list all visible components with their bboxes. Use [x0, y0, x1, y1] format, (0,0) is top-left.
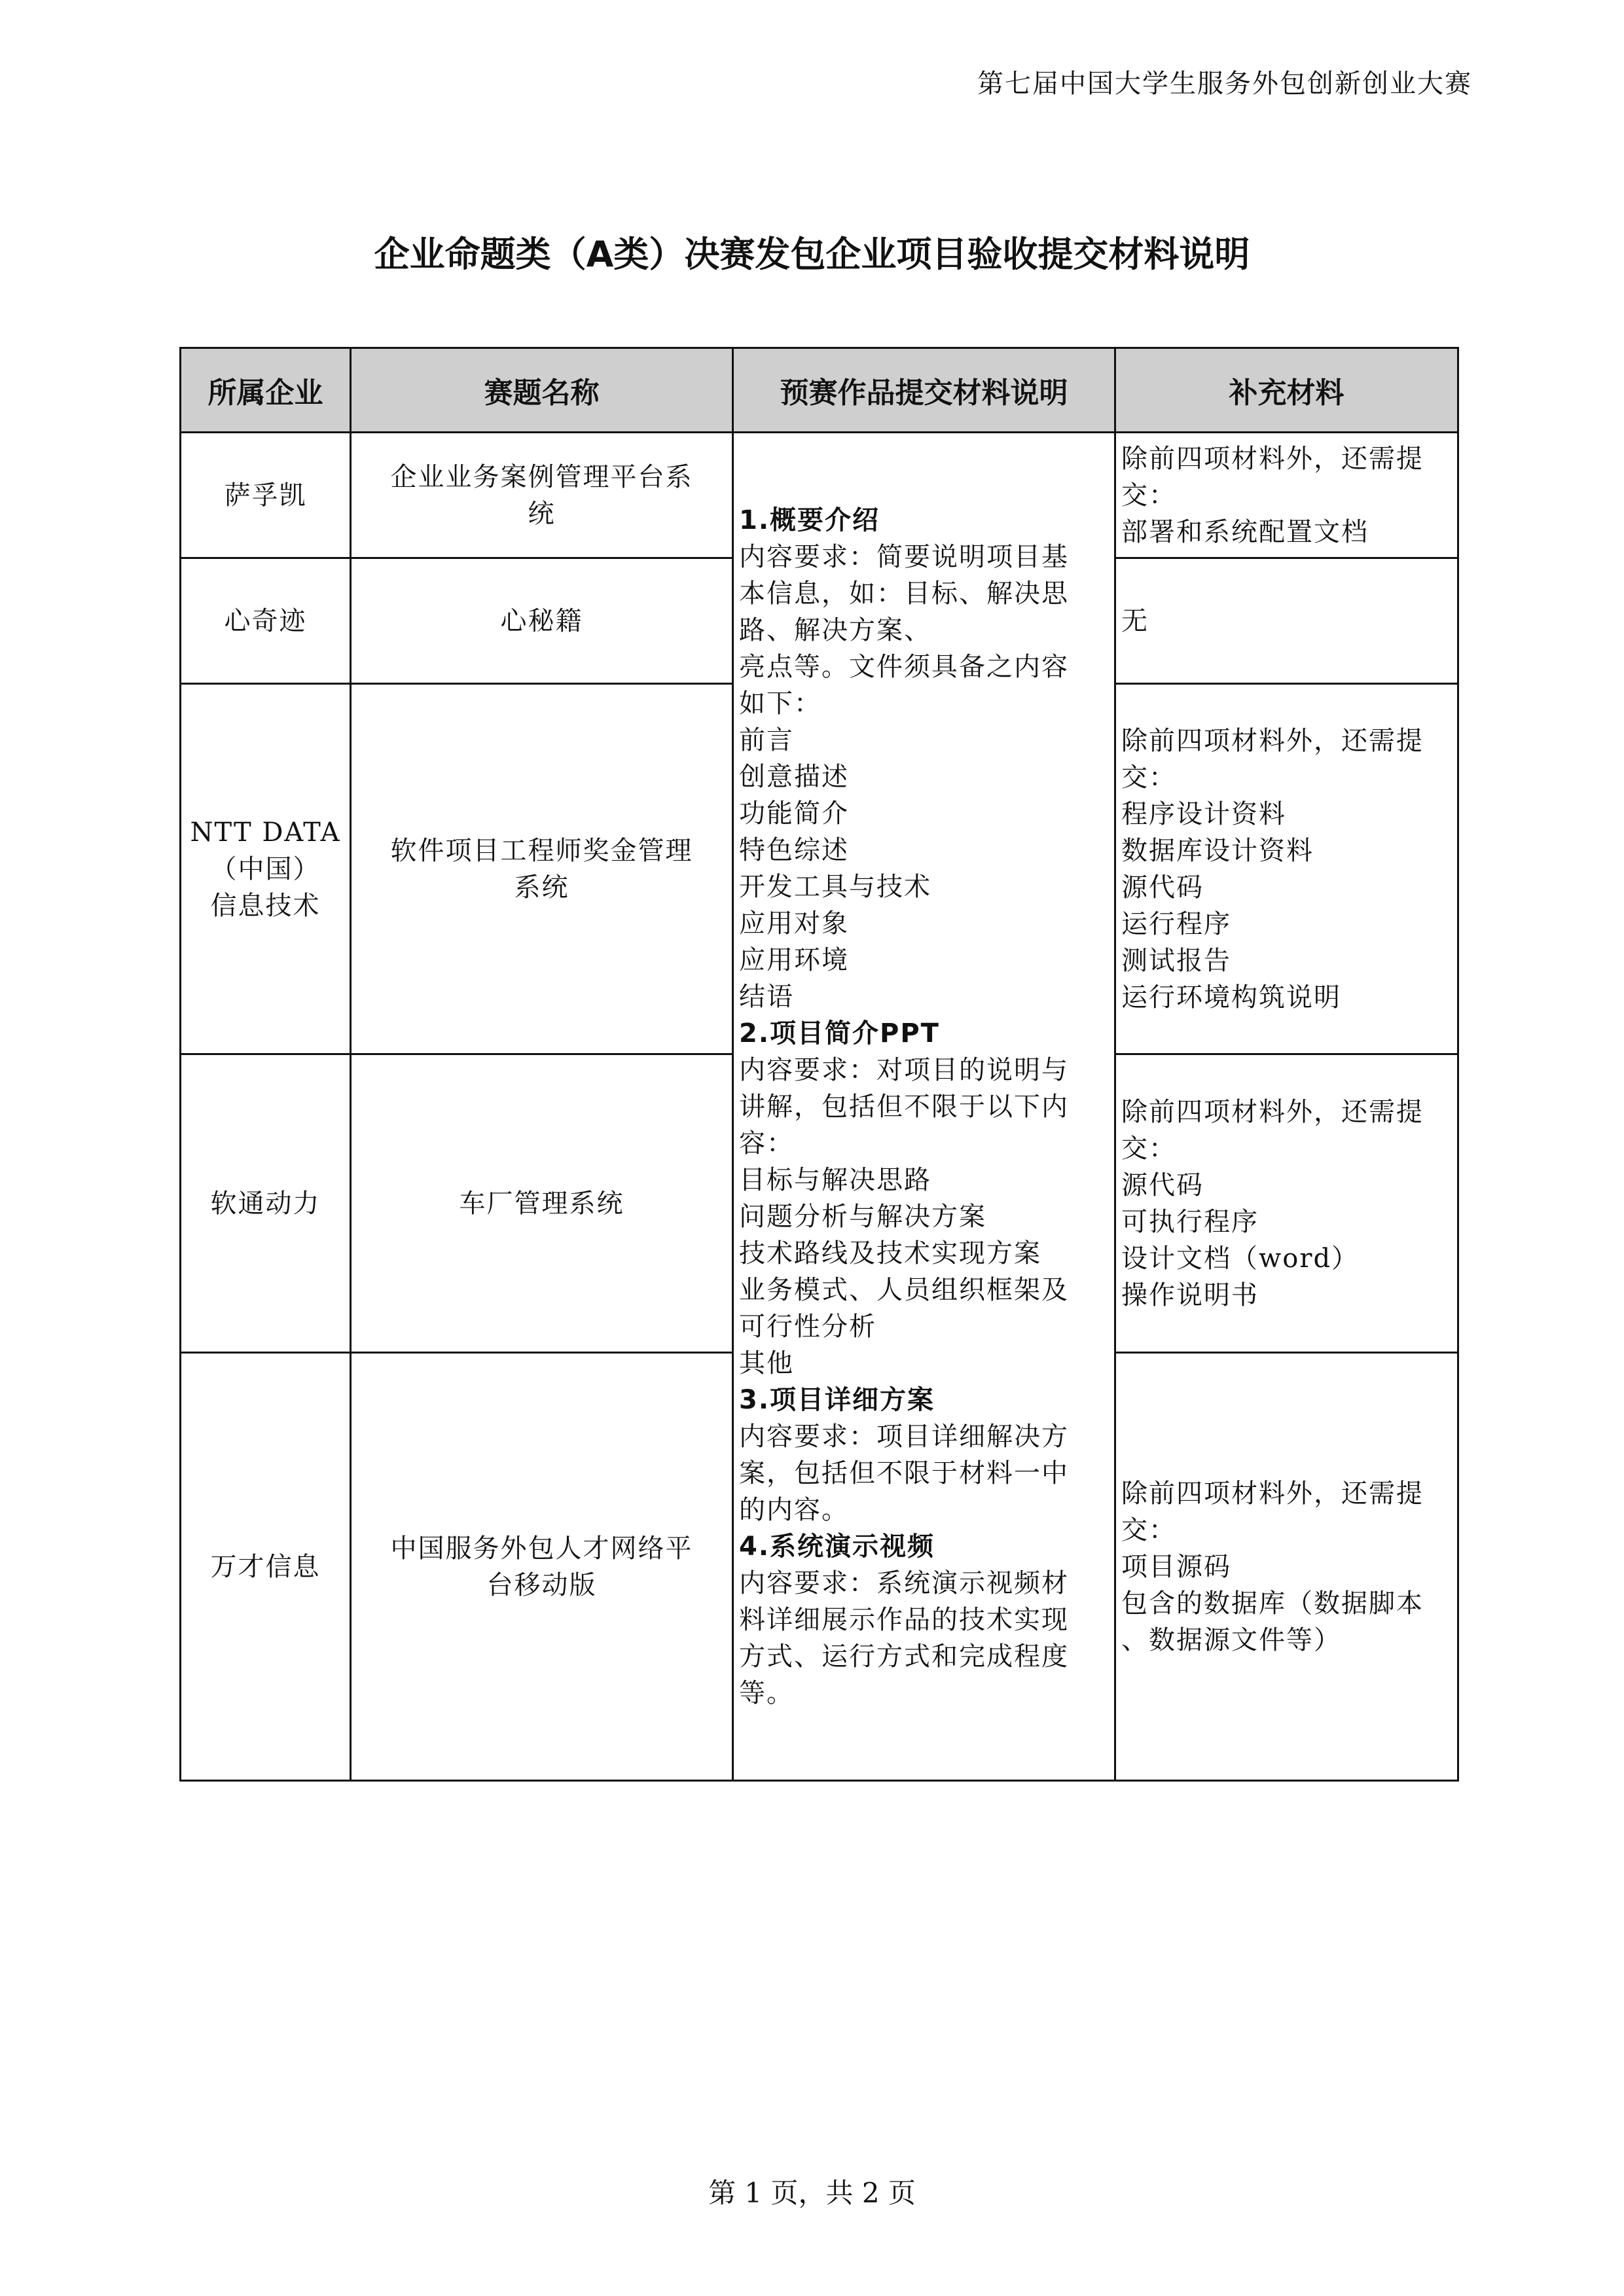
document-title: 企业命题类（A类）决赛发包企业项目验收提交材料说明: [374, 234, 1250, 275]
description-cell: [733, 433, 1115, 1781]
supplement-line: 交：: [1121, 762, 1176, 793]
section-title: 4.系统演示视频: [739, 1531, 935, 1562]
supplement-cell: [1115, 433, 1458, 558]
topic-line: 车厂管理系统: [459, 1188, 624, 1219]
topic-line: 台移动版: [486, 1570, 597, 1600]
supplement-line: 数据库设计资料: [1121, 835, 1314, 866]
description-line: 料详细展示作品的技术实现: [739, 1604, 1069, 1635]
supplement-line: 除前四项材料外，还需提: [1121, 725, 1424, 756]
supplement-line: 运行程序: [1121, 908, 1231, 939]
supplement-cell: [1115, 1353, 1458, 1781]
supplement-line: 除前四项材料外，还需提: [1121, 443, 1424, 474]
description-line: 如下：: [739, 688, 821, 719]
supplement-line: 源代码: [1121, 872, 1204, 903]
description-line: 应用环境: [739, 944, 849, 975]
topic-cell: [351, 433, 733, 558]
description-line: 问题分析与解决方案: [739, 1201, 986, 1232]
topic-line: 软件项目工程师奖金管理: [390, 835, 693, 866]
company-line: 万才信息: [210, 1551, 321, 1582]
description-line: 目标与解决思路: [739, 1164, 931, 1195]
header-description: 预赛作品提交材料说明: [733, 348, 1115, 433]
supplement-cell: [1115, 558, 1458, 684]
supplement-line: 交：: [1121, 1515, 1176, 1545]
topic-cell: [351, 558, 733, 684]
description-line: 路、解决方案、: [739, 615, 931, 645]
topic-cell: [351, 1054, 733, 1353]
description-line: 讲解，包括但不限于以下内: [739, 1091, 1069, 1122]
supplement-line: 、数据源文件等）: [1121, 1624, 1341, 1655]
company-line: NTT DATA: [190, 817, 341, 848]
supplement-line: 包含的数据库（数据脚本: [1121, 1588, 1424, 1619]
header-supplement: 补充材料: [1115, 348, 1458, 433]
company-cell: [181, 1054, 351, 1353]
description-line: 特色综述: [739, 834, 849, 865]
topic-line: 中国服务外包人才网络平: [390, 1533, 693, 1564]
topic-cell: [351, 1353, 733, 1781]
competition-header: 第七届中国大学生服务外包创新创业大赛: [977, 69, 1472, 99]
company-line: 心奇迹: [224, 605, 307, 636]
company-cell: [181, 1353, 351, 1781]
section-title: 3.项目详细方案: [739, 1384, 935, 1415]
description-line: 方式、运行方式和完成程度: [739, 1641, 1069, 1672]
company-line: 软通动力: [210, 1188, 321, 1219]
description-line: 的内容。: [739, 1494, 849, 1525]
table-header-row: [181, 348, 1458, 433]
supplement-cell: [1115, 684, 1458, 1054]
supplement-line: 运行环境构筑说明: [1121, 982, 1341, 1013]
topic-cell: [351, 684, 733, 1054]
company-line: 萨孚凯: [224, 480, 307, 511]
description-line: 应用对象: [739, 908, 849, 939]
supplement-line: 可执行程序: [1121, 1206, 1259, 1237]
description-line: 内容要求：系统演示视频材: [739, 1568, 1069, 1598]
description-line: 内容要求：对项目的说明与: [739, 1054, 1069, 1085]
description-line: 创意描述: [739, 761, 849, 792]
company-cell: [181, 684, 351, 1054]
company-cell: [181, 433, 351, 558]
header-topic: 赛题名称: [351, 348, 733, 433]
supplement-line: 无: [1121, 605, 1149, 636]
topic-line: 心秘籍: [500, 605, 583, 636]
description-line: 业务模式、人员组织框架及: [739, 1274, 1069, 1305]
description-line: 亮点等。文件须具备之内容: [739, 651, 1069, 682]
company-line: （中国）: [210, 853, 321, 884]
description-line: 前言: [739, 725, 794, 755]
supplement-line: 设计文档（word）: [1121, 1243, 1360, 1274]
description-line: 技术路线及技术实现方案: [739, 1238, 1041, 1268]
company-line: 信息技术: [210, 890, 321, 921]
topic-line: 系统: [514, 872, 569, 903]
topic-line: 企业业务案例管理平台系: [390, 461, 693, 492]
supplement-line: 除前四项材料外，还需提: [1121, 1096, 1424, 1127]
supplement-line: 除前四项材料外，还需提: [1121, 1478, 1424, 1509]
materials-table: [179, 347, 1459, 1782]
supplement-line: 交：: [1121, 480, 1176, 511]
supplement-line: 部署和系统配置文档: [1121, 516, 1369, 547]
header-company: 所属企业: [181, 348, 351, 433]
supplement-cell: [1115, 1054, 1458, 1353]
description-line: 案，包括但不限于材料一中: [739, 1458, 1069, 1488]
description-line: 其他: [739, 1348, 794, 1378]
description-line: 内容要求：项目详细解决方: [739, 1421, 1069, 1452]
description-line: 等。: [739, 1677, 794, 1708]
description-line: 本信息，如：目标、解决思: [739, 578, 1069, 609]
description-line: 结语: [739, 981, 794, 1012]
company-cell: [181, 558, 351, 684]
supplement-line: 程序设计资料: [1121, 798, 1286, 829]
section-title: 1.概要介绍: [739, 505, 880, 535]
description-line: 内容要求：简要说明项目基: [739, 541, 1069, 572]
description-line: 可行性分析: [739, 1311, 876, 1342]
page-number: 第 1 页，共 2 页: [708, 2177, 916, 2209]
supplement-line: 交：: [1121, 1133, 1176, 1164]
supplement-line: 源代码: [1121, 1170, 1204, 1200]
table-row: [181, 433, 1458, 558]
description-line: 容：: [739, 1128, 794, 1158]
section-title: 2.项目简介PPT: [739, 1018, 940, 1049]
topic-line: 统: [528, 498, 556, 529]
supplement-line: 操作说明书: [1121, 1280, 1259, 1310]
description-line: 功能简介: [739, 798, 849, 829]
supplement-line: 项目源码: [1121, 1551, 1231, 1582]
supplement-line: 测试报告: [1121, 945, 1231, 976]
description-line: 开发工具与技术: [739, 871, 931, 902]
